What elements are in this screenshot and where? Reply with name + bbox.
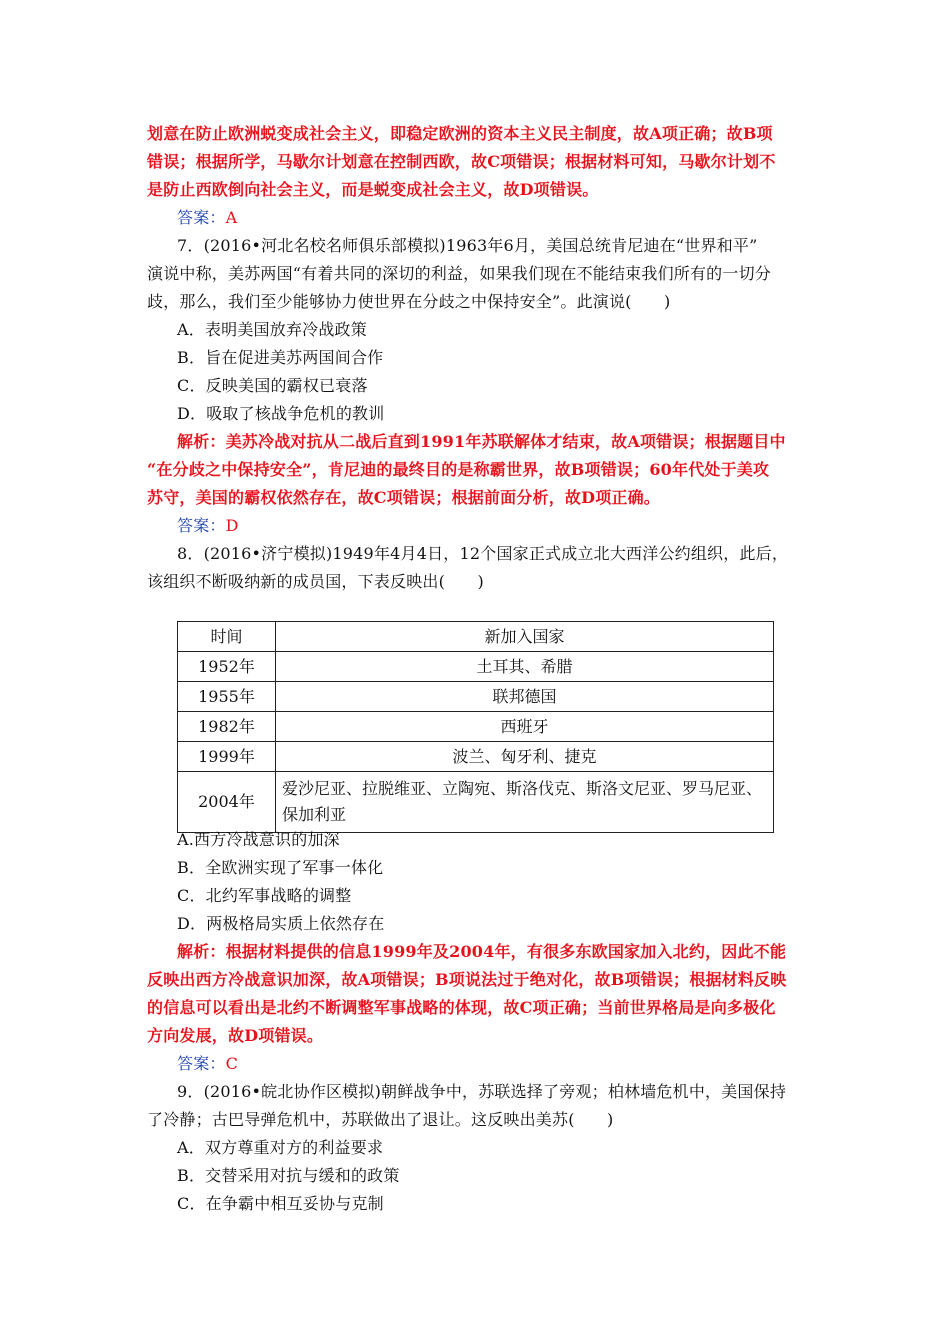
question-line: 歧，那么，我们至少能够协力使世界在分歧之中保持安全”。此演说( ) [147, 292, 671, 311]
answer-line [177, 1054, 837, 1074]
answer-line [177, 516, 837, 536]
question-line: 8．(2016•济宁模拟)1949年4月4日，12个国家正式成立北大西洋公约组织，此后， [177, 544, 789, 563]
table-cell-year: 1999年 [178, 742, 276, 772]
table-cell-year: 1955年 [178, 682, 276, 712]
option-b: B．交替采用对抗与缓和的政策 [177, 1166, 400, 1185]
table-cell-countries: 土耳其、希腊 [276, 652, 774, 682]
table-row [178, 652, 774, 682]
option-a: A.西方冷战意识的加深 [177, 830, 340, 849]
option-d: D．吸取了核战争危机的教训 [177, 404, 385, 423]
table-header-cell: 时间 [178, 622, 276, 652]
table-cell-year: 2004年 [178, 772, 276, 833]
analysis-line: 错误；根据所学，马歇尔计划意在控制西欧，故C项错误；根据材料可知，马歇尔计划不 [147, 152, 776, 171]
answer-label: 答案： [177, 1054, 226, 1073]
analysis-line: 解析：根据材料提供的信息1999年及2004年，有很多东欧国家加入北约，因此不能 [177, 942, 787, 961]
table-row [178, 772, 774, 833]
option-a: A．双方尊重对方的利益要求 [177, 1138, 384, 1157]
analysis-line: 苏守，美国的霸权依然存在，故C项错误；根据前面分析，故D项正确。 [147, 488, 661, 507]
option-c: C．反映美国的霸权已衰落 [177, 376, 368, 395]
nato-members-table [177, 621, 774, 833]
option-b: B．旨在促进美苏两国间合作 [177, 348, 384, 367]
table-row [178, 712, 774, 742]
table-row [178, 742, 774, 772]
option-a: A．表明美国放弃冷战政策 [177, 320, 367, 339]
answer-label: 答案： [177, 208, 226, 227]
analysis-line: 是防止西欧倒向社会主义，而是蜕变成社会主义，故D项错误。 [147, 180, 599, 199]
question-line: 该组织不断吸纳新的成员国，下表反映出( ) [147, 572, 484, 591]
analysis-line: 的信息可以看出是北约不断调整军事战略的体现，故C项正确；当前世界格局是向多极化 [147, 998, 776, 1017]
table-header-row [178, 622, 774, 652]
analysis-line: “在分歧之中保持安全”，肯尼迪的最终目的是称霸世界，故B项错误；60年代处于美攻 [147, 460, 770, 479]
analysis-line: 解析：美苏冷战对抗从二战后直到1991年苏联解体才结束，故A项错误；根据题目中 [177, 432, 786, 451]
table-header-cell: 新加入国家 [276, 622, 774, 652]
option-d: D．两极格局实质上依然存在 [177, 914, 385, 933]
table-row [178, 682, 774, 712]
question-line: 7．(2016•河北名校名师俱乐部模拟)1963年6月，美国总统肯尼迪在“世界和平” [177, 236, 758, 255]
question-line: 9．(2016•皖北协作区模拟)朝鲜战争中，苏联选择了旁观；柏林墙危机中，美国保持 [177, 1082, 787, 1101]
option-c: C．北约军事战略的调整 [177, 886, 352, 905]
answer-line [177, 208, 837, 228]
answer-value: C [225, 1054, 239, 1073]
question-line: 了冷静；古巴导弹危机中，苏联做出了退让。这反映出美苏( ) [147, 1110, 614, 1129]
analysis-line: 反映出西方冷战意识加深，故A项错误；B项说法过于绝对化，故B项错误；根据材料反映 [147, 970, 787, 989]
table-cell-year: 1982年 [178, 712, 276, 742]
option-b: B．全欧洲实现了军事一体化 [177, 858, 384, 877]
answer-value: A [225, 208, 238, 227]
answer-label: 答案： [177, 516, 226, 535]
table-cell-countries: 爱沙尼亚、拉脱维亚、立陶宛、斯洛伐克、斯洛文尼亚、罗马尼亚、保加利亚 [276, 772, 774, 833]
table-cell-countries: 联邦德国 [276, 682, 774, 712]
analysis-line: 方向发展，故D项错误。 [147, 1026, 324, 1045]
question-line: 演说中称，美苏两国“有着共同的深切的利益，如果我们现在不能结束我们所有的一切分 [147, 264, 771, 283]
analysis-line: 划意在防止欧洲蜕变成社会主义，即稳定欧洲的资本主义民主制度，故A项正确；故B项 [147, 124, 773, 143]
table-cell-year: 1952年 [178, 652, 276, 682]
option-c: C．在争霸中相互妥协与克制 [177, 1194, 384, 1213]
table-cell-countries: 西班牙 [276, 712, 774, 742]
answer-value: D [225, 516, 239, 535]
table-cell-countries: 波兰、匈牙利、捷克 [276, 742, 774, 772]
